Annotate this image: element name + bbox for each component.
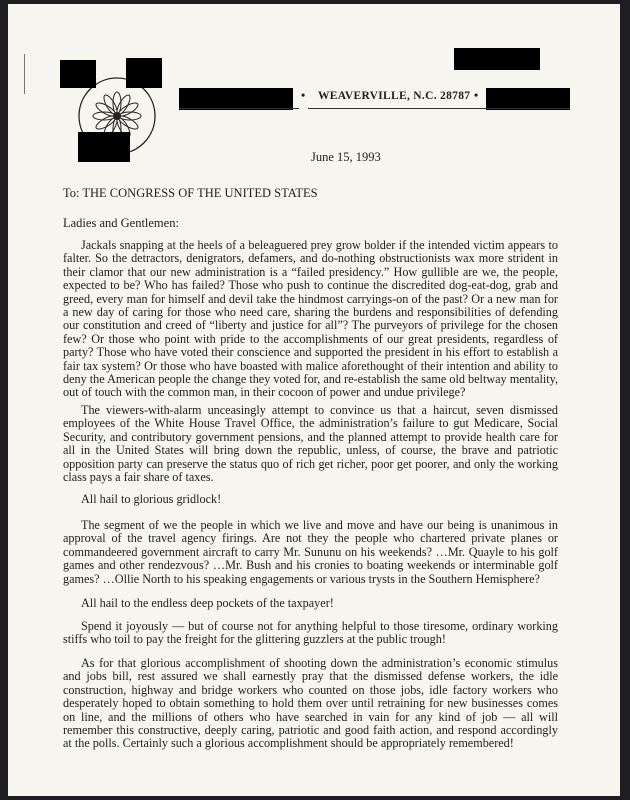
salutation: Ladies and Gentlemen: bbox=[63, 216, 179, 230]
letterhead-bullet-left: • bbox=[301, 88, 306, 102]
letterhead-rule-left bbox=[179, 108, 299, 109]
paragraph-2: The viewers-with-alarm unceasingly attempt to convince us that a haircut, seven dismissed employees of the White House Travel Office, the administration’s failure to gut Medicare, Social Security, and contributory government pensions, and the planned attempt to provide health care for all in the United States will bring down the republic, unless, of course, the brave and patriotic opposition party can preserve the status quo of rich get richer, poor get poorer, and only the working class pays a fair share of taxes. bbox=[63, 403, 558, 485]
redaction-logo-bottom bbox=[78, 132, 130, 162]
redaction-left-letterhead bbox=[179, 88, 293, 110]
paragraph-7: As for that glorious accomplishment of shooting down the administration’s economic stimulus and jobs bill, rest assured we shall earnestly pray that the dismissed defense workers, the idle construction, highway and bridge workers who counted on those jobs, idle factory workers who desperately hoped to obtain something to hold them over until retraining for new businesses comes on line, and the millions of others who have searched in vain for any kind of job — all will remember this constructive, deeply caring, patriotic and good faith action, and respond accordingly at the polls. Certainly such a glorious accomplishment should be appropriately remembered! bbox=[63, 656, 558, 751]
paragraph-4: The segment of we the people in which we live and move and have our being is unanimous in approval of the travel agency firings. Are not they the people who chartered private planes or commandeered government aircraft to carry Mr. Sununu on his weekends? …Mr. Quayle to his golf games and other rendezvous? …Mr. Bush and his cronies to boating weekends or interminable golf games? …Ollie North to his speaking engagements or various trysts in the Southern Hemisphere? bbox=[63, 518, 558, 586]
paragraph-5: All hail to the endless deep pockets of the taxpayer! bbox=[81, 596, 334, 610]
recipient-line: To: THE CONGRESS OF THE UNITED STATES bbox=[63, 186, 318, 200]
letterhead-city bbox=[318, 90, 470, 102]
letterhead-rule-right bbox=[308, 108, 570, 109]
letterhead-bullet-right: • bbox=[474, 88, 479, 102]
letterhead-city-text: WEAVERVILLE, N.C. 28787 bbox=[318, 90, 471, 102]
redaction-logo-top-left bbox=[60, 60, 96, 88]
redaction-top-right bbox=[454, 48, 540, 70]
paragraph-3: All hail to glorious gridlock! bbox=[81, 492, 222, 506]
paragraph-6: Spend it joyously — but of course not for anything helpful to those tiresome, ordinary working stiffs who toil to pay the freight for the glittering guzzlers at the public trough! bbox=[63, 619, 558, 647]
letter-page bbox=[8, 4, 620, 796]
margin-mark bbox=[24, 54, 25, 94]
letter-date: June 15, 1993 bbox=[311, 150, 381, 164]
redaction-right-letterhead bbox=[486, 88, 570, 110]
paragraph-1: Jackals snapping at the heels of a beleaguered prey grow bolder if the intended victim appears to falter. So the detractors, denigrators, defamers, and do-nothing obstructionists wax more strident in their clamor that our new administration is a “failed presidency.” How gullible are we, the people, expected to be? Who has failed? Those who push to continue the discredited dog-eat-dog, grab and greed, every man for himself and devil take the hindmost carryings-on of the past? Or a new man for a new day of caring for those who need care, sharing the burdens and responsibilities of defending our constitution and creed of “liberty and justice for all”? The purveyors of privilege for the chosen few? Or those who point with pride to the accomplishments of our great presidents, regardless of party? Those who have voted their conscience and supported the president in his effort to establish a fair tax system? Or those who have boasted with malice aforethought of their intention and ability to deny the American people the change they voted for, and re-establish the same old beltway mentality, out of touch with the common man, in their cocoon of power and undue privilege? bbox=[63, 238, 558, 400]
redaction-logo-top-right bbox=[126, 58, 162, 88]
